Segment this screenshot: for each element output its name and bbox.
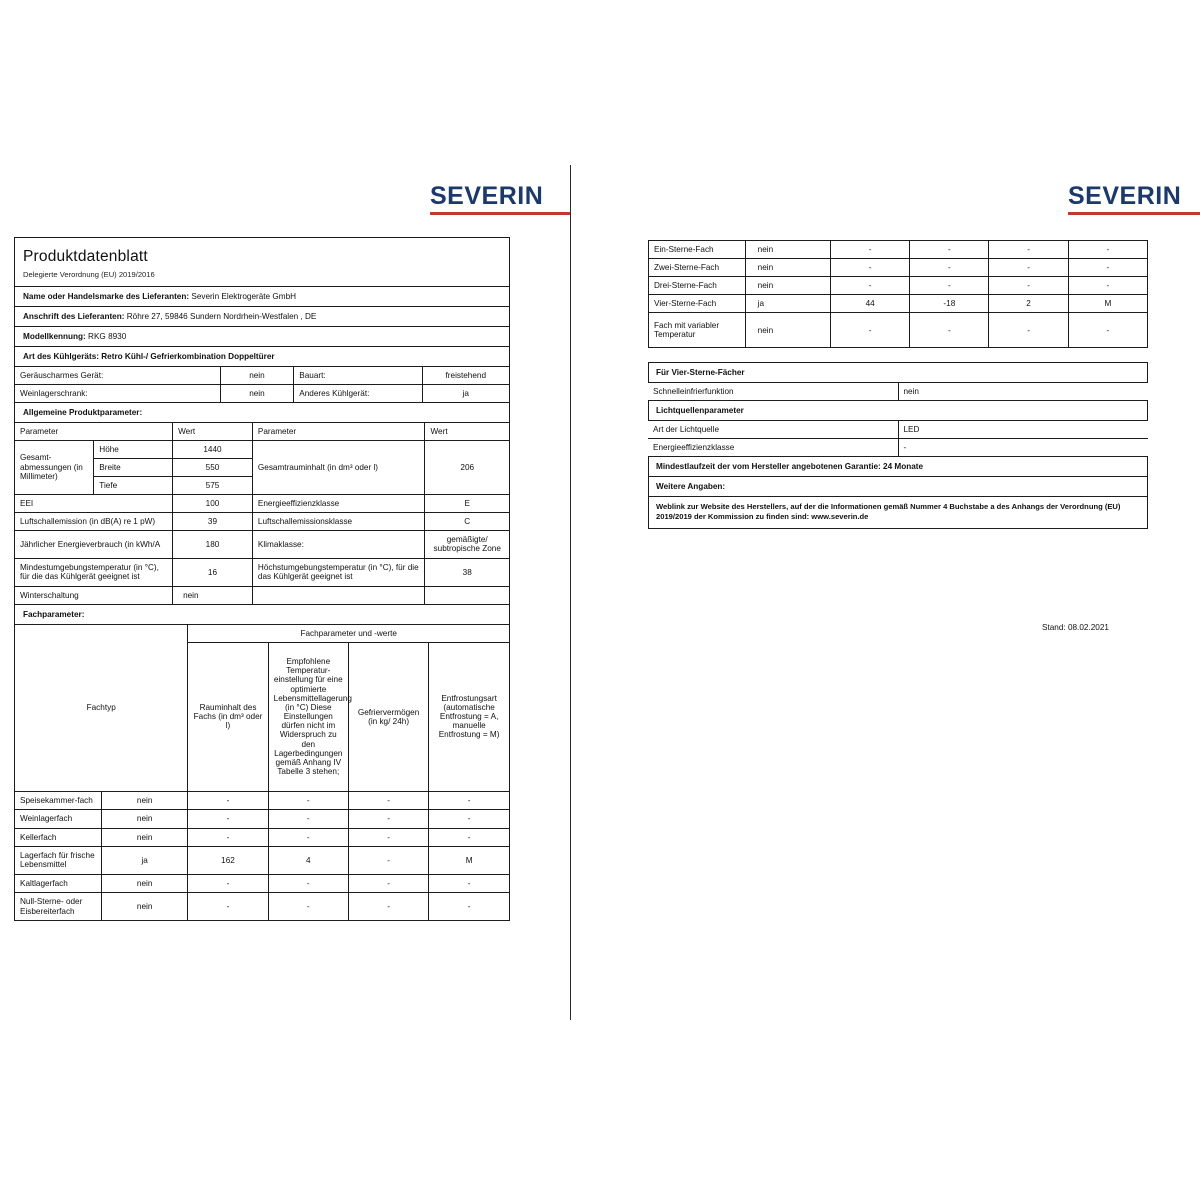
row-value-2: ja <box>422 385 509 403</box>
table-row <box>15 828 509 846</box>
compartment-freeze: - <box>989 241 1068 259</box>
compartment-volume: 44 <box>831 295 910 313</box>
address-row <box>15 307 509 327</box>
row-value: nein <box>220 367 294 385</box>
param-value: 180 <box>173 531 253 559</box>
compartment-temp: - <box>910 313 989 348</box>
address-label: Anschrift des Lieferanten: <box>23 312 125 321</box>
param-name-2: Höchstumgebungstemperatur (in °C), für die das Kühlgerät geeignet ist <box>252 558 425 586</box>
table-row <box>15 385 509 403</box>
appliance-type-table <box>15 367 509 403</box>
table-row <box>649 277 1148 295</box>
appliance-type-value: Retro Kühl-/ Gefrierkombination Doppeltürer <box>101 352 275 361</box>
quickfreeze-value: nein <box>898 383 1148 401</box>
compartment-volume: - <box>188 791 268 809</box>
compartment-freeze: - <box>348 874 428 892</box>
compartment-volume: 162 <box>188 846 268 874</box>
table-header-row <box>15 625 509 643</box>
param-name: Jährlicher Energieverbrauch (in kWh/A <box>15 531 173 559</box>
compartment-temp: - <box>268 791 348 809</box>
col-header-value: Wert <box>173 423 253 441</box>
dimension-name: Breite <box>94 459 173 477</box>
compartment-volume: - <box>831 313 910 348</box>
page-title: Produktdatenblatt <box>23 248 148 265</box>
appliance-type-label: Art des Kühlgeräts: <box>23 352 99 361</box>
compartment-temp: - <box>268 893 348 920</box>
model-label: Modellkennung: <box>23 332 86 341</box>
general-parameters-header: Allgemeine Produktparameter: <box>15 403 509 423</box>
compartment-temp: - <box>268 810 348 828</box>
table-row <box>649 295 1148 313</box>
compartment-defrost: - <box>429 791 509 809</box>
compartment-freeze: 2 <box>989 295 1068 313</box>
compartment-present: nein <box>745 277 830 295</box>
table-row <box>15 810 509 828</box>
row-value-2: freistehend <box>422 367 509 385</box>
param-value-2: C <box>425 513 509 531</box>
left-document <box>14 237 510 921</box>
winter-label: Winterschaltung <box>15 586 173 604</box>
compartment-present: nein <box>101 893 187 920</box>
row-label: Geräuscharmes Gerät: <box>15 367 220 385</box>
logo-underline <box>430 212 570 215</box>
logo-text: SEVERIN <box>430 182 544 210</box>
light-type-value: LED <box>898 421 1148 439</box>
dimension-name: Höhe <box>94 441 173 459</box>
compartment-defrost: - <box>429 893 509 920</box>
table-row <box>648 383 1148 401</box>
compartment-present: nein <box>745 241 830 259</box>
compartment-temp: - <box>268 874 348 892</box>
compartment-volume: - <box>831 241 910 259</box>
table-row <box>648 421 1148 439</box>
further-info-header: Weitere Angaben: <box>648 477 1148 497</box>
severin-logo-left <box>430 184 570 215</box>
table-row <box>15 893 509 920</box>
dimension-value: 1440 <box>173 441 253 459</box>
table-row <box>15 531 509 559</box>
compartment-volume: - <box>188 893 268 920</box>
dimension-value: 575 <box>173 477 253 495</box>
param-name: Luftschallemission (in dB(A) re 1 pW) <box>15 513 173 531</box>
compartment-freeze: - <box>348 791 428 809</box>
table-row <box>15 586 509 604</box>
light-table <box>648 421 1148 457</box>
compartment-freeze: - <box>348 893 428 920</box>
right-document <box>648 240 1148 529</box>
compartment-temp: - <box>268 828 348 846</box>
address-value: Röhre 27, 59846 Sundern Nordrhein-Westfalen , DE <box>126 312 317 321</box>
compartment-defrost: M <box>1068 295 1147 313</box>
row-label-2: Anderes Kühlgerät: <box>294 385 422 403</box>
col-header-volume: Rauminhalt des Fachs (in dm³ oder l) <box>188 642 268 791</box>
table-row <box>649 241 1148 259</box>
spacer-cell <box>425 586 509 604</box>
compartment-freeze: - <box>989 277 1068 295</box>
logo-underline <box>1068 212 1200 215</box>
warranty-value: 24 Monate <box>883 462 924 471</box>
compartment-type: Ein-Sterne-Fach <box>649 241 746 259</box>
param-name-2: Luftschallemissionsklasse <box>252 513 425 531</box>
compartment-defrost: M <box>429 846 509 874</box>
compartment-type: Speisekammer-fach <box>15 791 101 809</box>
table-row <box>648 439 1148 457</box>
table-row <box>15 495 509 513</box>
total-volume-label: Gesamtrauminhalt (in dm³ oder l) <box>252 441 425 495</box>
compartment-type: Kellerfach <box>15 828 101 846</box>
page-divider <box>570 165 571 1020</box>
param-value: 100 <box>173 495 253 513</box>
compartment-type: Fach mit variabler Temperatur <box>649 313 746 348</box>
title-block <box>15 238 509 287</box>
row-label-2: Bauart: <box>294 367 422 385</box>
compartment-freeze: - <box>348 846 428 874</box>
four-star-header: Für Vier-Sterne-Fächer <box>648 362 1148 383</box>
param-value-2: 38 <box>425 558 509 586</box>
page-subtitle: Delegierte Verordnung (EU) 2019/2016 <box>23 270 155 279</box>
table-header-row <box>15 423 509 441</box>
param-name: Mindestumgebungstemperatur (in °C), für die das Kühlgerät geeignet ist <box>15 558 173 586</box>
model-row <box>15 327 509 347</box>
compartment-type: Weinlagerfach <box>15 810 101 828</box>
col-header-defrost: Entfrostungsart (automatische Entfrostung = A, manuelle Entfrostung = M) <box>429 642 509 791</box>
weblink-row: Weblink zur Website des Herstellers, auf der die Informationen gemäß Nummer 4 Buchstabe a des Anhangs der Verordnung (EU) 2019/2019 der Kommission zu finden sind: www.severin.de <box>648 497 1148 529</box>
compartment-temp: -18 <box>910 295 989 313</box>
param-value: 39 <box>173 513 253 531</box>
compartment-freeze: - <box>989 313 1068 348</box>
compartment-volume: - <box>188 874 268 892</box>
compartment-present: ja <box>101 846 187 874</box>
table-row <box>15 874 509 892</box>
compartment-defrost: - <box>429 874 509 892</box>
warranty-row <box>648 457 1148 477</box>
compartment-temp: 4 <box>268 846 348 874</box>
compartment-volume: - <box>188 810 268 828</box>
compartment-present: nein <box>101 810 187 828</box>
table-row <box>15 441 509 459</box>
compartment-volume: - <box>188 828 268 846</box>
compartment-present: nein <box>101 874 187 892</box>
compartment-table <box>15 625 509 920</box>
compartment-present: nein <box>745 313 830 348</box>
winter-value: nein <box>173 586 253 604</box>
compartment-temp: - <box>910 259 989 277</box>
table-row <box>15 558 509 586</box>
supplier-row <box>15 287 509 307</box>
compartment-present: nein <box>745 259 830 277</box>
compartment-defrost: - <box>1068 313 1147 348</box>
col-header-parameter: Parameter <box>15 423 173 441</box>
compartment-volume: - <box>831 259 910 277</box>
total-volume-value: 206 <box>425 441 509 495</box>
light-class-value: - <box>898 439 1148 457</box>
compartment-type: Kaltlagerfach <box>15 874 101 892</box>
param-name-2: Energieeffizienzklasse <box>252 495 425 513</box>
compartment-present: nein <box>101 791 187 809</box>
star-compartment-table <box>648 240 1148 348</box>
compartment-defrost: - <box>1068 241 1147 259</box>
dimension-name: Tiefe <box>94 477 173 495</box>
row-value: nein <box>220 385 294 403</box>
quickfreeze-table <box>648 383 1148 401</box>
compartment-freeze: - <box>348 828 428 846</box>
param-name: EEI <box>15 495 173 513</box>
param-name-2: Klimaklasse: <box>252 531 425 559</box>
compartment-volume: - <box>831 277 910 295</box>
col-header-value-2: Wert <box>425 423 509 441</box>
compartment-temp: - <box>910 277 989 295</box>
compartment-type: Vier-Sterne-Fach <box>649 295 746 313</box>
compartment-parameters-header: Fachparameter: <box>15 604 509 625</box>
compartment-present: nein <box>101 828 187 846</box>
compartment-present: ja <box>745 295 830 313</box>
date-stamp: Stand: 08.02.2021 <box>1042 623 1109 632</box>
compartment-type: Drei-Sterne-Fach <box>649 277 746 295</box>
dimension-value: 550 <box>173 459 253 477</box>
param-value: 16 <box>173 558 253 586</box>
table-row <box>15 846 509 874</box>
compartment-defrost: - <box>429 810 509 828</box>
param-value-2: E <box>425 495 509 513</box>
model-value: RKG 8930 <box>88 332 127 341</box>
row-label: Weinlagerschrank: <box>15 385 220 403</box>
logo-text: SEVERIN <box>1068 182 1182 210</box>
col-header-group: Fachparameter und -werte <box>188 625 509 643</box>
general-parameters-table <box>15 423 509 604</box>
severin-logo-right <box>1068 184 1200 215</box>
light-class-label: Energieeffizienzklasse <box>648 439 898 457</box>
compartment-type: Null-Sterne- oder Eisbereiterfach <box>15 893 101 920</box>
quickfreeze-label: Schnelleinfrierfunktion <box>648 383 898 401</box>
compartment-defrost: - <box>1068 277 1147 295</box>
table-row <box>649 259 1148 277</box>
supplier-value: Severin Elektrogeräte GmbH <box>191 292 297 301</box>
compartment-temp: - <box>910 241 989 259</box>
compartment-type: Lagerfach für frische Lebensmittel <box>15 846 101 874</box>
compartment-defrost: - <box>429 828 509 846</box>
spacer-cell <box>252 586 425 604</box>
col-header-freeze: Gefriervermögen (in kg/ 24h) <box>348 642 428 791</box>
light-parameters-header: Lichtquellenparameter <box>648 401 1148 421</box>
dimensions-label: Gesamt-abmessungen (in Millimeter) <box>15 441 94 495</box>
col-header-fachtyp: Fachtyp <box>15 625 188 792</box>
compartment-freeze: - <box>348 810 428 828</box>
table-row <box>15 791 509 809</box>
table-row <box>15 367 509 385</box>
appliance-type-row <box>15 347 509 367</box>
warranty-label: Mindestlaufzeit der vom Hersteller angebotenen Garantie: <box>656 462 881 471</box>
table-row <box>15 513 509 531</box>
compartment-type: Zwei-Sterne-Fach <box>649 259 746 277</box>
col-header-parameter-2: Parameter <box>252 423 425 441</box>
col-header-temp: Empfohlene Temperatur-einstellung für eine optimierte Lebensmittellagerung (in °C) Diese Einstellungen dürfen nicht im Widerspruch zu den Lagerbedingungen gemäß Anhang IV Tabelle 3 stehen; <box>268 642 348 791</box>
supplier-label: Name oder Handelsmarke des Lieferanten: <box>23 292 190 301</box>
light-type-label: Art der Lichtquelle <box>648 421 898 439</box>
compartment-defrost: - <box>1068 259 1147 277</box>
compartment-freeze: - <box>989 259 1068 277</box>
table-row <box>649 313 1148 348</box>
param-value-2: gemäßigte/ subtropische Zone <box>425 531 509 559</box>
